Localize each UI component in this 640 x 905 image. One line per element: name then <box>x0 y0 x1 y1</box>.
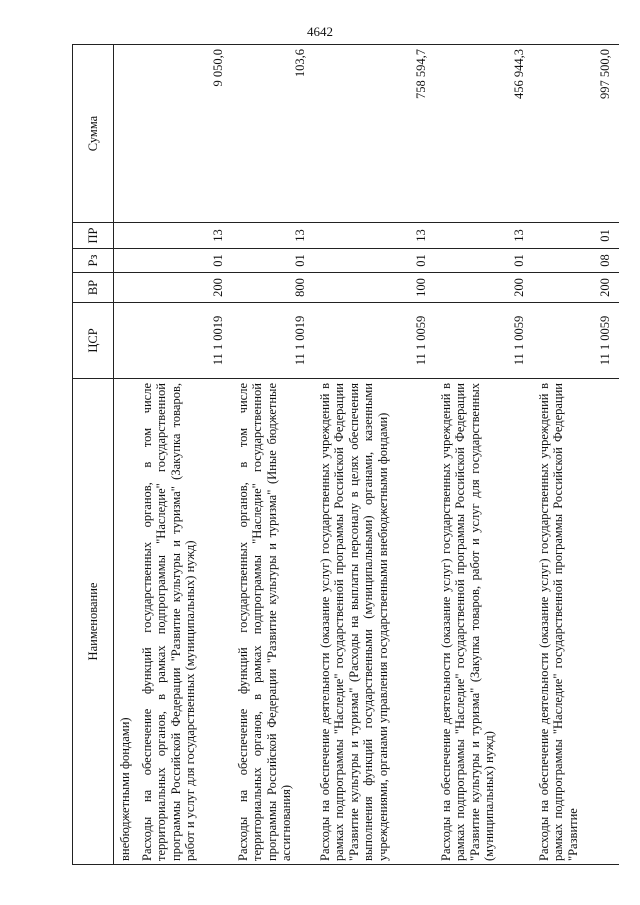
row-pr: 13 <box>136 223 232 249</box>
header-sum: Сумма <box>73 45 114 223</box>
budget-table <box>72 44 619 865</box>
row-vr: 200 <box>435 273 533 303</box>
row-csr: 11 1 0019 <box>232 303 314 379</box>
row-sum: 997 500,0 <box>533 45 619 223</box>
row-vr: 800 <box>232 273 314 303</box>
header-csr: ЦСР <box>73 303 114 379</box>
row-rz: 01 <box>136 249 232 273</box>
row-pr <box>114 223 136 249</box>
row-csr: 11 1 0059 <box>533 303 619 379</box>
row-vr <box>114 273 136 303</box>
row-csr: 11 1 0019 <box>136 303 232 379</box>
row-name: внебюджетными фондами) <box>114 379 136 865</box>
row-sum <box>114 45 136 223</box>
table-header-row <box>73 45 114 865</box>
row-csr <box>114 303 136 379</box>
row-pr: 13 <box>232 223 314 249</box>
row-rz: 01 <box>314 249 435 273</box>
table-row <box>232 45 314 865</box>
row-rz: 01 <box>232 249 314 273</box>
row-vr: 200 <box>533 273 619 303</box>
header-pr: ПР <box>73 223 114 249</box>
header-name: Наименование <box>73 379 114 865</box>
table-row <box>136 45 232 865</box>
row-pr: 13 <box>435 223 533 249</box>
row-name: Расходы на обеспечение деятельности (оказание услуг) государственных учреждений в рамках подпрограммы "Наследие" государственной программы Российской Федерации "Развитие культуры и туризма" (Расходы на выплаты персоналу в целях обеспечения выполнения функций государственными (муниципальными) органами, казенными учреждениями, органами управления государственными внебюджетными фондами) <box>314 379 435 865</box>
row-name: Расходы на обеспечение деятельности (оказание услуг) государственных учреждений в рамках подпрограммы "Наследие" государственной программы Российской Федерации "Развитие культуры и туризма" (Закупка товаров, работ и услуг для государственных (муниципальных) нужд) <box>435 379 533 865</box>
row-sum: 456 944,3 <box>435 45 533 223</box>
row-name: Расходы на обеспечение деятельности (оказание услуг) государственных учреждений в рамках подпрограммы "Наследие" государственной программы Российской Федерации "Развитие <box>533 379 619 865</box>
table-row <box>533 45 619 865</box>
row-sum: 758 594,7 <box>314 45 435 223</box>
row-rz: 08 <box>533 249 619 273</box>
row-vr: 100 <box>314 273 435 303</box>
table-row <box>435 45 533 865</box>
table-row <box>314 45 435 865</box>
row-pr: 01 <box>533 223 619 249</box>
page-number: 4642 <box>307 24 333 39</box>
row-rz: 01 <box>435 249 533 273</box>
header-rz: Рз <box>73 249 114 273</box>
row-name: Расходы на обеспечение функций государственных органов, в том числе территориальных органов, в рамках подпрограммы "Наследие" государственной программы Российской Федерации "Развитие культуры и туризма" (Иные бюджетные ассигнования) <box>232 379 314 865</box>
header-vr: ВР <box>73 273 114 303</box>
row-pr: 13 <box>314 223 435 249</box>
row-rz <box>114 249 136 273</box>
table-row <box>114 45 136 865</box>
row-vr: 200 <box>136 273 232 303</box>
row-sum: 9 050,0 <box>136 45 232 223</box>
row-sum: 103,6 <box>232 45 314 223</box>
row-csr: 11 1 0059 <box>314 303 435 379</box>
rotated-page <box>72 45 612 865</box>
row-name: Расходы на обеспечение функций государственных органов, в том числе территориальных органов, в рамках подпрограммы "Наследие" государственной программы Российской Федерации "Развитие культуры и туризма" (Закупка товаров, работ и услуг для государственных (муниципальных) нужд) <box>136 379 232 865</box>
row-csr: 11 1 0059 <box>435 303 533 379</box>
